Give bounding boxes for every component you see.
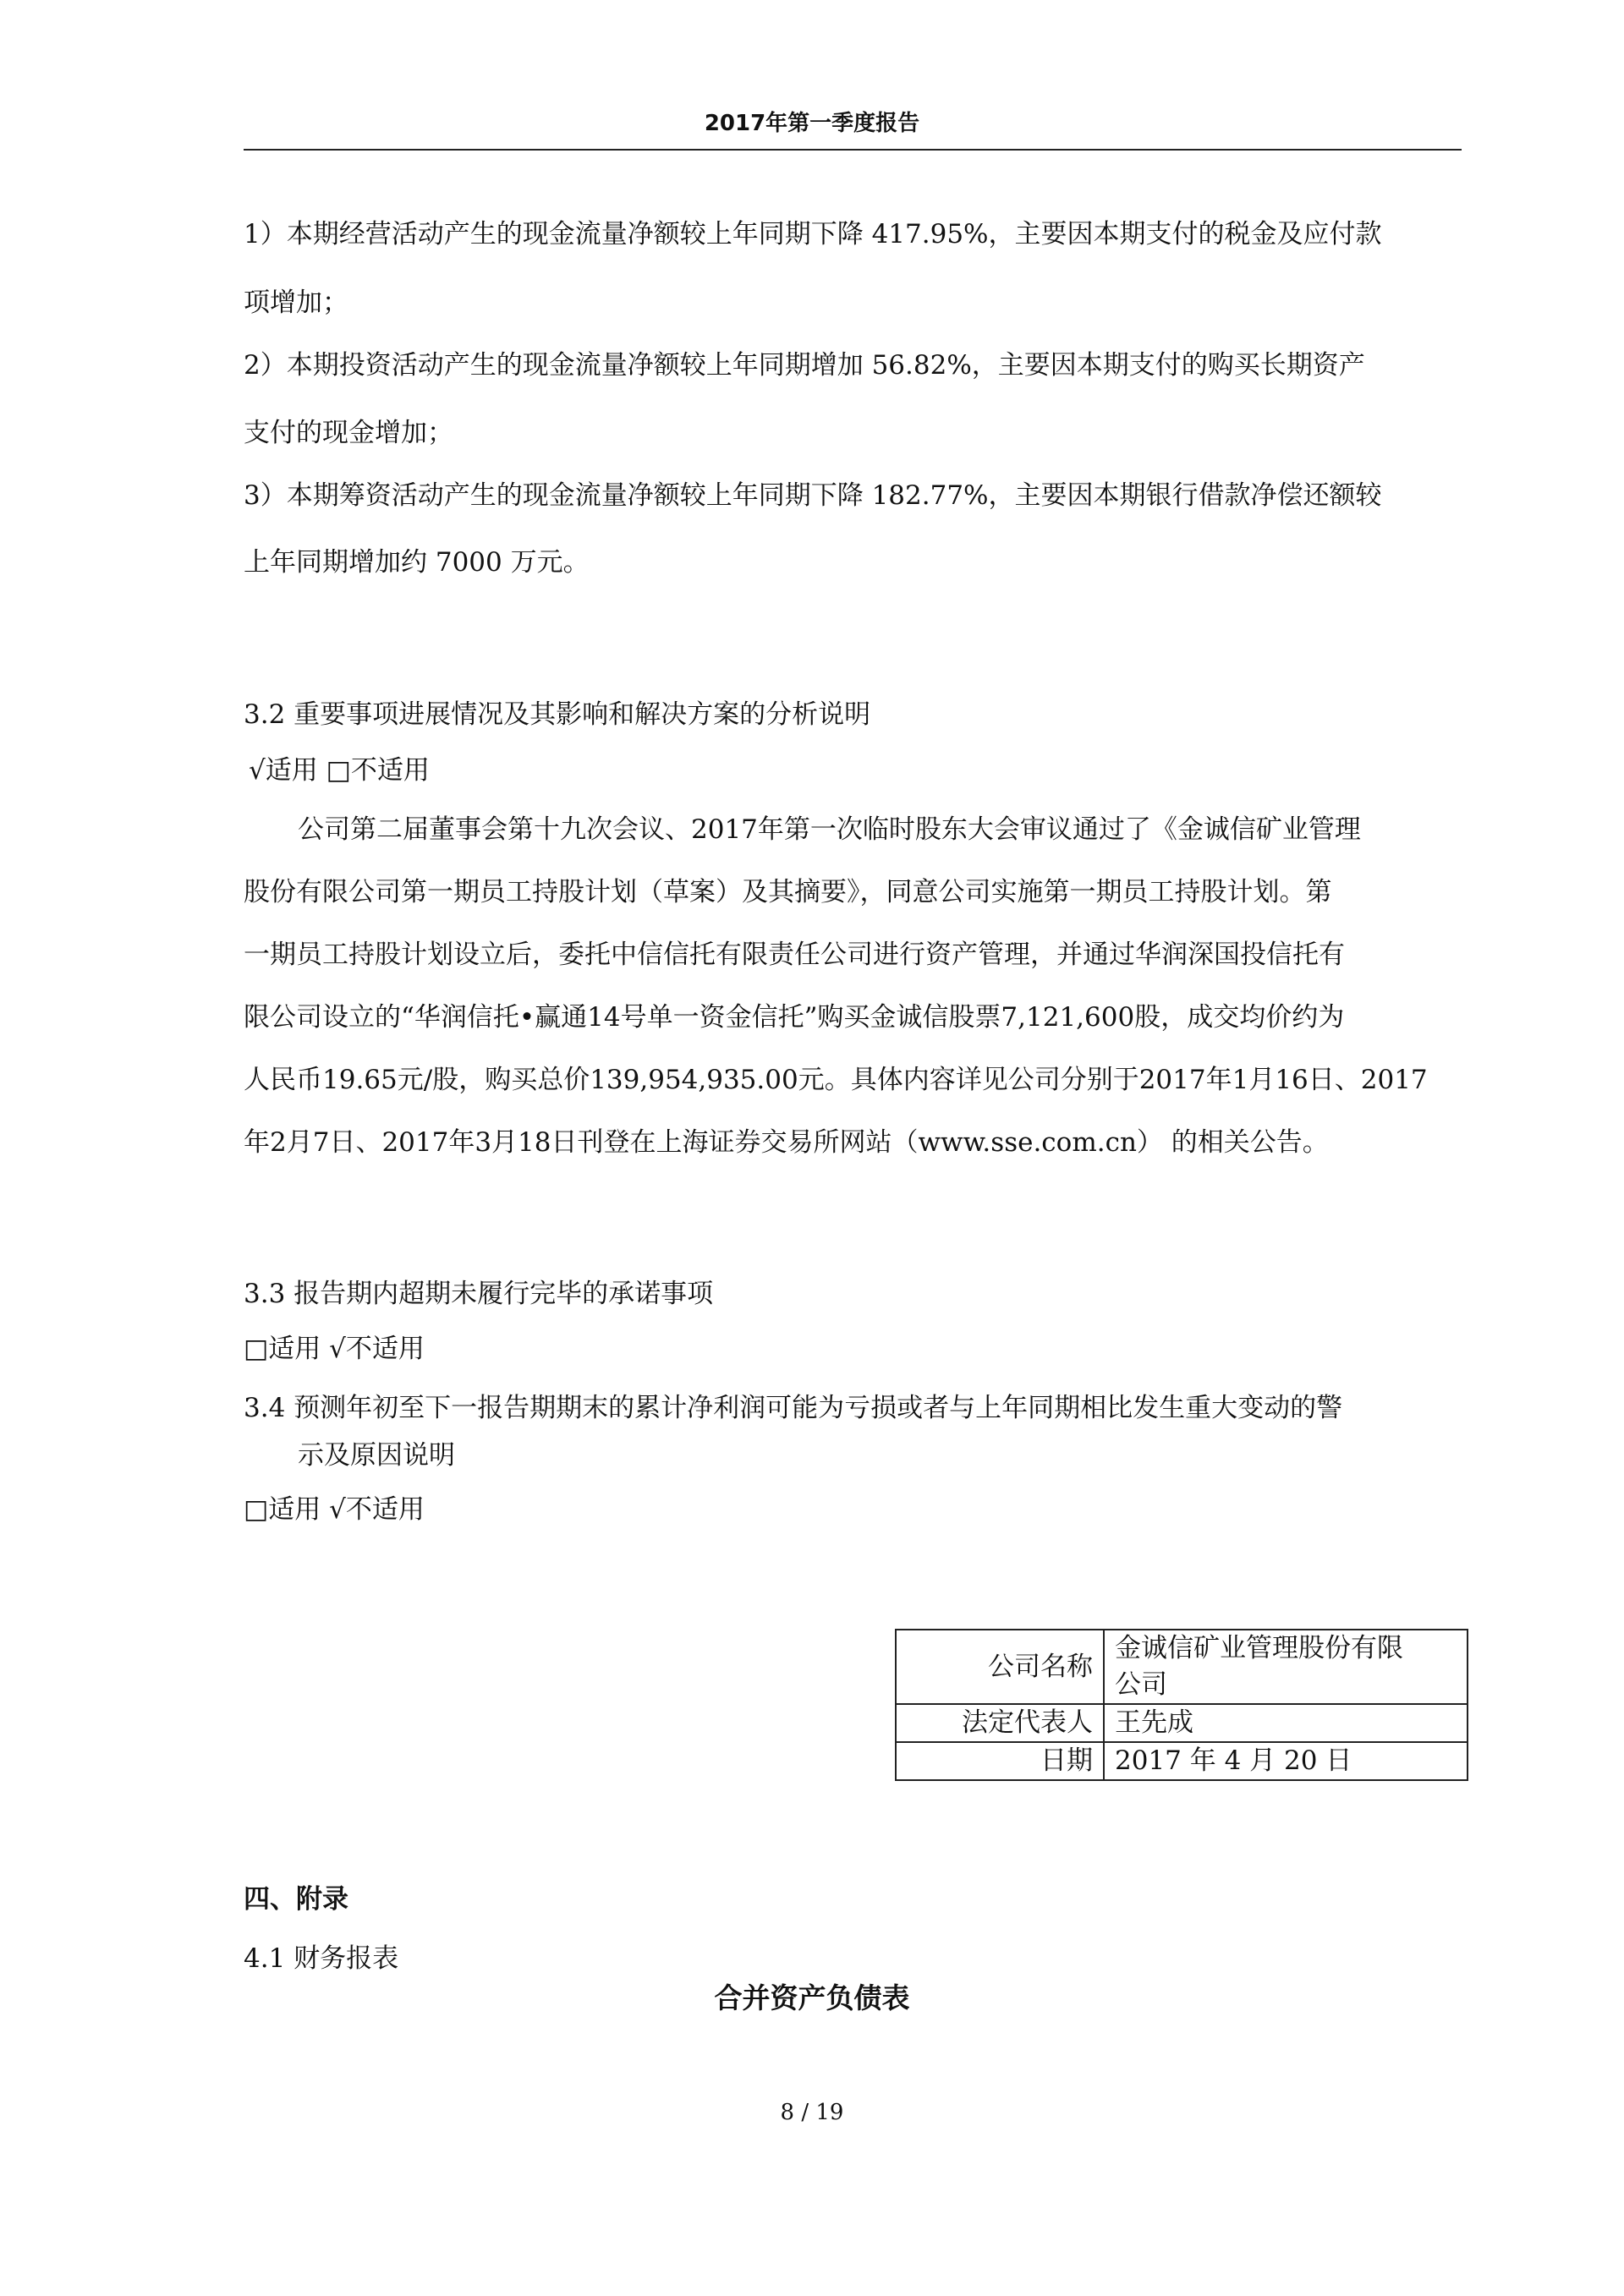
page-header-title: 2017年第一季度报告 [704, 111, 920, 136]
cashflow-item-1-line-1: 1）本期经营活动产生的现金流量净额较上年同期下降 417.95%，主要因本期支付的税金及应付款 [244, 219, 1382, 249]
representative-label: 法定代表人 [896, 1704, 1104, 1742]
section-3-2-para-line-2: 股份有限公司第一期员工持股计划（草案）及其摘要》，同意公司实施第一期员工持股计划。第 [244, 877, 1332, 907]
cashflow-item-2-line-2: 支付的现金增加； [244, 418, 453, 448]
cashflow-item-3-line-2: 上年同期增加约 7000 万元。 [244, 547, 590, 578]
section-3-2-para-line-1: 公司第二届董事会第十九次会议、2017年第一次临时股东大会审议通过了《金诚信矿业管理 [298, 814, 1361, 845]
section-3-4-heading-line-2: 示及原因说明 [298, 1440, 455, 1471]
cashflow-item-2-line-1: 2）本期投资活动产生的现金流量净额较上年同期增加 56.82%，主要因本期支付的购买长期资产 [244, 350, 1365, 381]
header-divider [244, 149, 1462, 151]
signature-table [895, 1629, 1468, 1781]
company-value-line-2: 公司 [1115, 1669, 1167, 1700]
cashflow-item-3-line-1: 3）本期筹资活动产生的现金流量净额较上年同期下降 182.77%，主要因本期银行借款净偿还额较 [244, 480, 1382, 511]
section-3-4-heading-line-1: 3.4 预测年初至下一报告期期末的累计净利润可能为亏损或者与上年同期相比发生重大变动的警 [244, 1393, 1343, 1423]
company-value-line-1: 金诚信矿业管理股份有限 [1115, 1633, 1403, 1663]
company-row [896, 1630, 1468, 1704]
section-3-2-para-line-3: 一期员工持股计划设立后，委托中信信托有限责任公司进行资产管理，并通过华润深国投信托有 [244, 940, 1345, 970]
section-3-2-applicability: √适用 □不适用 [249, 755, 430, 786]
page-number: 8 / 19 [780, 2100, 844, 2125]
section-3-3-applicability: □适用 √不适用 [244, 1334, 425, 1364]
section-3-3-heading: 3.3 报告期内超期未履行完毕的承诺事项 [244, 1279, 714, 1309]
representative-row [896, 1704, 1468, 1742]
appendix-subheading: 4.1 财务报表 [244, 1943, 399, 1974]
representative-value: 王先成 [1104, 1704, 1468, 1742]
section-3-2-para-line-5: 人民币19.65元/股，购买总价139,954,935.00元。具体内容详见公司分别于2017年1月16日、2017 [244, 1065, 1428, 1095]
date-value: 2017 年 4 月 20 日 [1104, 1742, 1468, 1780]
appendix-heading: 四、附录 [244, 1884, 348, 1915]
date-row [896, 1742, 1468, 1780]
company-label: 公司名称 [896, 1630, 1104, 1704]
section-3-4-applicability: □适用 √不适用 [244, 1494, 425, 1525]
section-3-2-para-line-4: 限公司设立的“华润信托•赢通14号单一资金信托”购买金诚信股票7,121,600股，成交均价约为 [244, 1002, 1345, 1033]
section-3-2-para-line-6: 年2月7日、2017年3月18日刊登在上海证券交易所网站（www.sse.com.cn） 的相关公告。 [244, 1127, 1329, 1158]
company-value [1104, 1630, 1468, 1704]
date-label: 日期 [896, 1742, 1104, 1780]
balance-sheet-title: 合并资产负债表 [714, 1981, 910, 2014]
cashflow-item-1-line-2: 项增加； [244, 288, 348, 318]
section-3-2-heading: 3.2 重要事项进展情况及其影响和解决方案的分析说明 [244, 699, 871, 730]
